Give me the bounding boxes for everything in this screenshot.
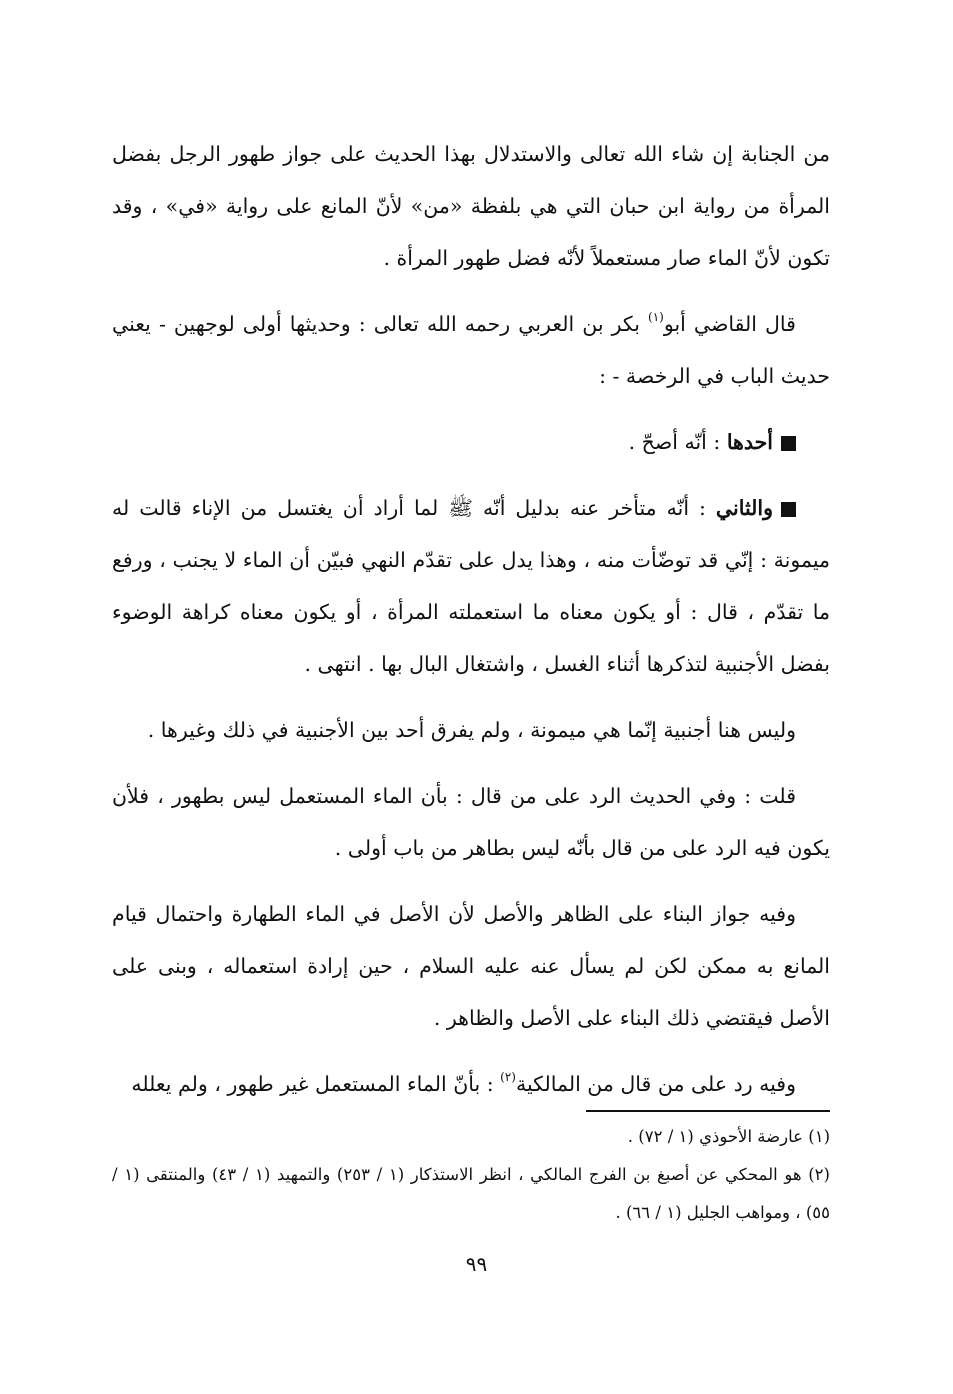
paragraph-1: [112, 128, 830, 284]
main-text: [112, 128, 830, 1124]
paragraph-4-text: : أنّه متأخر عنه بدليل أنّه ﷺ لما أراد أن يغتسل من الإناء قالت له ميمونة : إنّي قد توضّأت منه ، وهذا يدل على تقدّم النهي فبيّن أن الماء لا يجنب ، ورفع ما تقدّم ، قال : أو يكون معناه ما استعملته المرأة ، أو يكون معناه كراهة الوضوء بفضل الأجنبية لتذكرها أثناء الغسل ، واشتغال البال بها . انتهى .: [112, 496, 830, 676]
paragraph-3-text: : أنّه أصحّ .: [628, 430, 727, 454]
paragraph-5-text: وليس هنا أجنبية إنّما هي ميمونة ، ولم يفرق أحد بين الأجنبية في ذلك وغيرها .: [147, 718, 796, 742]
footnote-separator: [586, 1110, 830, 1112]
paragraph-6: [112, 770, 830, 874]
footnote-ref-1: (١): [648, 310, 664, 324]
paragraph-8-text-end: : بأنّ الماء المستعمل غير طهور ، ولم يعلله: [131, 1072, 501, 1096]
paragraph-4: [112, 482, 830, 690]
square-bullet-icon: [781, 436, 796, 451]
paragraph-6-text: قلت : وفي الحديث الرد على من قال : بأن الماء المستعمل ليس بطهور ، فلأن يكون فيه الرد على من قال بأنّه ليس بطاهر من باب أولى .: [112, 784, 830, 860]
paragraph-2-text-start: قال القاضي أبو: [663, 312, 796, 336]
paragraph-1-text: من الجنابة إن شاء الله تعالى والاستدلال بهذا الحديث على جواز طهور الرجل بفضل المرأة من رواية ابن حبان التي هي بلفظة «من» لأنّ المانع على رواية «في» ، وقد تكون لأنّ الماء صار مستعملاً لأنّه فضل طهور المرأة .: [112, 142, 830, 270]
footnote-1: (١) عارضة الأحوذي (١ / ٧٢) .: [627, 1127, 830, 1146]
paragraph-3: [112, 416, 830, 468]
paragraph-4-lead: والثاني: [715, 496, 773, 520]
page-number: ٩٩: [465, 1252, 488, 1276]
footnotes: [112, 1118, 830, 1232]
paragraph-8-text-start: وفيه رد على من قال من المالكية: [515, 1072, 796, 1096]
paragraph-2: [112, 298, 830, 402]
square-bullet-icon: [781, 502, 796, 517]
paragraph-7-text: وفيه جواز البناء على الظاهر والأصل لأن الأصل في الماء الطهارة واحتمال قيام المانع به ممكن لكن لم يسأل عنه عليه السلام ، حين إرادة استعماله ، وبنى على الأصل فيقتضي ذلك البناء على الأصل والظاهر .: [112, 902, 830, 1030]
paragraph-2-text-end: بكر بن العربي رحمه الله تعالى : وحديثها أولى لوجهين - يعني حديث الباب في الرخصة - :: [112, 312, 830, 388]
paragraph-3-lead: أحدها: [726, 430, 773, 454]
paragraph-5: [112, 704, 830, 756]
footnote-2: (٢) هو المحكي عن أصبغ بن الفرج المالكي ، انظر الاستذكار (١ / ٢٥٣) والتمهيد (١ / ٤٣) والمنتقى (١ / ٥٥) ، ومواهب الجليل (١ / ٦٦) .: [112, 1165, 830, 1222]
footnote-ref-2: (٢): [500, 1070, 516, 1084]
paragraph-7: [112, 888, 830, 1044]
paragraph-8: [112, 1058, 830, 1110]
